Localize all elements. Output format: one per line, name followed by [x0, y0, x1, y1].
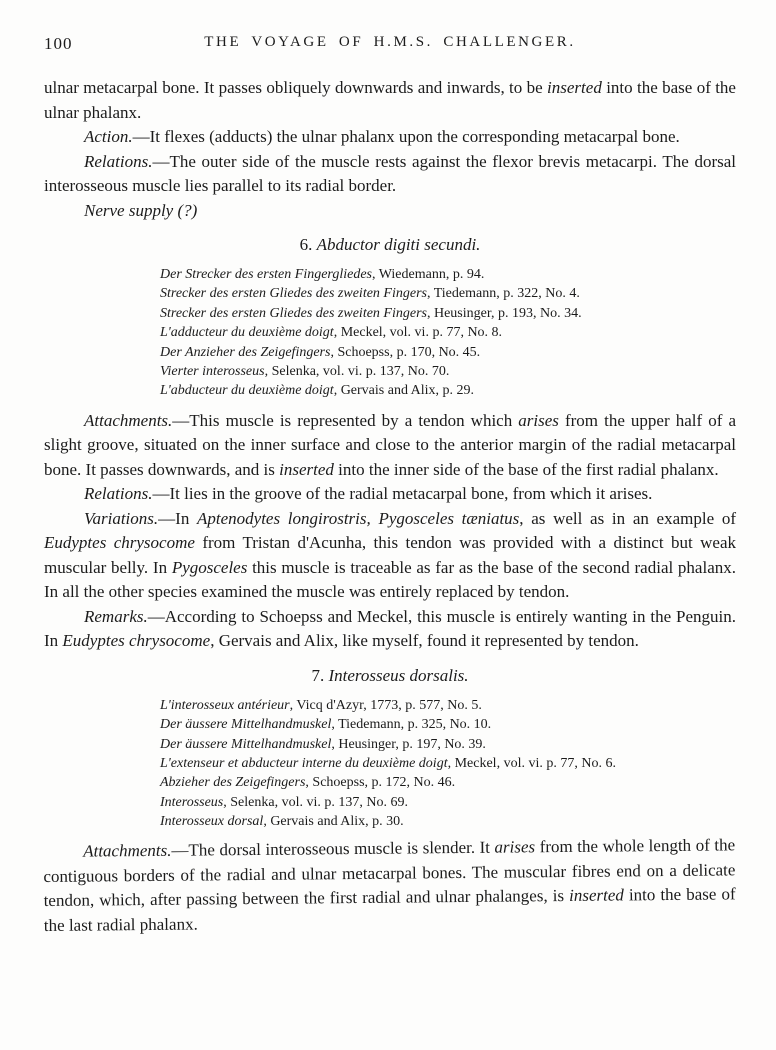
italic-text-run: L'abducteur du deuxième doigt [160, 383, 334, 399]
italic-text-run: Der äussere Mittelhandmuskel [160, 717, 332, 733]
italic-text-run: Strecker des ersten Gliedes des zweiten Fingers [160, 305, 427, 321]
text-run: , Gervais and Alix, like myself, found it represented by tendon. [210, 631, 639, 651]
text-run: —This muscle is represented by a tendon which [172, 410, 519, 430]
text-run: , as well as in an example of [519, 508, 736, 528]
running-header: THE VOYAGE OF H.M.S. CHALLENGER. [204, 34, 576, 50]
italic-text-run: Strecker des ersten Gliedes des zweiten Fingers [160, 286, 427, 302]
italic-text-run: Der Strecker des ersten Fingergliedes [160, 267, 373, 282]
text-run: , Heusinger, p. 193, No. 34. [426, 305, 582, 321]
italic-text-run: Eudyptes chrysocome [44, 533, 195, 553]
citation-line [160, 754, 736, 773]
text-run: this muscle is traceable as far as the base of the second radial phalanx. In all the other species examined the muscle was entirely replaced by tendon. [44, 557, 736, 602]
italic-text-run: Pygosceles [171, 557, 248, 577]
paragraph-action [44, 125, 736, 150]
paragraph-remarks-6 [44, 605, 736, 654]
paragraph-nerve-supply [44, 199, 736, 224]
text-run: , Gervais and Alix, p. 30. [263, 814, 404, 830]
citation-line [160, 773, 736, 792]
page-header [44, 34, 736, 52]
italic-text-run: Nerve supply [84, 200, 174, 220]
text-run: 6. [299, 235, 317, 254]
text-run: 7. [311, 665, 329, 685]
italic-text-run: Interosseus [160, 794, 224, 810]
text-run: ulnar metacarpal bone. It passes obliquely downwards and inwards, to be [44, 78, 548, 97]
italic-text-run: L'extenseur et abducteur interne du deuxième doigt [160, 756, 448, 772]
text-run: —According to Schoepss and Meckel, this muscle is entirely wanting in the Penguin. In [44, 606, 736, 651]
italic-text-run: Action. [84, 127, 133, 146]
text-run: —It flexes (adducts) the ulnar phalanx upon the corresponding metacarpal bone. [132, 127, 680, 146]
text-run: into the inner side of the base of the first radial phalanx. [333, 459, 719, 479]
italic-text-run: Aptenodytes longirostris, Pygosceles tæniatus [197, 508, 520, 528]
italic-text-run: Der Anzieher des Zeigefingers [160, 344, 331, 360]
italic-text-run: Abzieher des Zeigefingers [160, 775, 306, 791]
text-run: , Selenka, vol. vi. p. 137, No. 69. [223, 794, 408, 810]
italic-text-run: Attachments. [84, 410, 173, 430]
paragraph-relations-6 [44, 482, 736, 507]
text-run: —The dorsal interosseous muscle is slender. It [171, 837, 495, 860]
italic-text-run: L'interosseux antérieur [160, 697, 290, 713]
citation-list-7 [160, 696, 736, 832]
citation-line [160, 304, 736, 323]
italic-text-run: Abductor digiti secundi. [316, 235, 481, 254]
italic-text-run: (?) [173, 200, 198, 220]
text-run: , Heusinger, p. 197, No. 39. [331, 736, 486, 752]
paragraph-relations [44, 150, 736, 199]
text-run: into the base of the last radial phalanx. [43, 884, 736, 935]
text-run: , Selenka, vol. vi. p. 137, No. 70. [264, 364, 450, 380]
text-run: —The outer side of the muscle rests against the flexor brevis metacarpi. The dorsal interosseous muscle lies parallel to its radial border. [44, 151, 736, 195]
italic-text-run: Vierter interosseus [160, 364, 265, 380]
text-run: , Wiedemann, p. 94. [372, 267, 485, 282]
paragraph-attachments-7 [43, 833, 736, 938]
citation-line [160, 284, 736, 303]
italic-text-run: inserted [568, 885, 624, 905]
citation-line [160, 323, 736, 342]
italic-text-run: Interosseus dorsalis. [328, 665, 469, 685]
paragraph-variations-6 [44, 507, 736, 605]
text-run: from Tristan d'Acunha, this tendon was provided with a distinct but weak muscular belly. In [44, 533, 736, 577]
citation-line [160, 265, 736, 284]
text-run: , Schoepss, p. 172, No. 46. [305, 775, 456, 791]
italic-text-run: inserted [279, 459, 334, 479]
text-run: —In [158, 508, 198, 528]
italic-text-run: Relations. [84, 151, 153, 171]
citation-line [160, 812, 736, 831]
citation-line [160, 735, 736, 754]
citation-list-6 [160, 265, 736, 401]
citation-line [160, 362, 736, 381]
text-run: , Meckel, vol. vi. p. 77, No. 8. [333, 325, 503, 341]
italic-text-run: Attachments. [83, 840, 172, 861]
italic-text-run: Relations. [84, 484, 153, 504]
italic-text-run: arises [494, 836, 536, 857]
text-run: —It lies in the groove of the radial metacarpal bone, from which it arises. [152, 484, 653, 504]
citation-line [160, 696, 736, 715]
paragraph-continuation [44, 76, 736, 125]
italic-text-run: Der äussere Mittelhandmuskel [160, 736, 332, 752]
italic-text-run: L'adducteur du deuxième doigt [160, 325, 334, 341]
italic-text-run: Eudyptes chrysocome [62, 631, 211, 651]
section-heading-7 [44, 665, 736, 686]
paragraph-attachments-6 [44, 409, 736, 483]
text-run: into the base of the ulnar phalanx. [44, 78, 736, 122]
text-run: , Vicq d'Azyr, 1773, p. 577, No. 5. [289, 697, 482, 713]
italic-text-run: Remarks. [84, 606, 148, 626]
citation-line [160, 715, 736, 734]
citation-line [160, 343, 736, 362]
italic-text-run: Variations. [84, 508, 159, 528]
citation-line [160, 793, 736, 812]
page-number: 100 [44, 34, 73, 53]
italic-text-run: Interosseux dorsal [160, 814, 264, 830]
text-run: from the upper half of a slight groove, situated on the inner surface and close to the anterior margin of the radial metacarpal bone. It passes downwards, and is [44, 410, 736, 479]
section-heading-6 [44, 234, 736, 255]
text-run: , Tiedemann, p. 322, No. 4. [426, 286, 580, 302]
citation-line [160, 381, 736, 400]
italic-text-run: inserted [547, 78, 602, 97]
text-run: , Gervais and Alix, p. 29. [333, 383, 475, 399]
text-run: , Schoepss, p. 170, No. 45. [330, 344, 481, 360]
text-run: , Tiedemann, p. 325, No. 10. [331, 717, 492, 733]
italic-text-run: arises [518, 410, 559, 430]
text-run: from the whole length of the contiguous borders of the radial and ulnar metacarpal bones. The muscular fibres end on a delicate tendon, which, after passing between the first radial and ulnar phalanges, is [43, 835, 736, 910]
text-run: , Meckel, vol. vi. p. 77, No. 6. [447, 756, 616, 772]
